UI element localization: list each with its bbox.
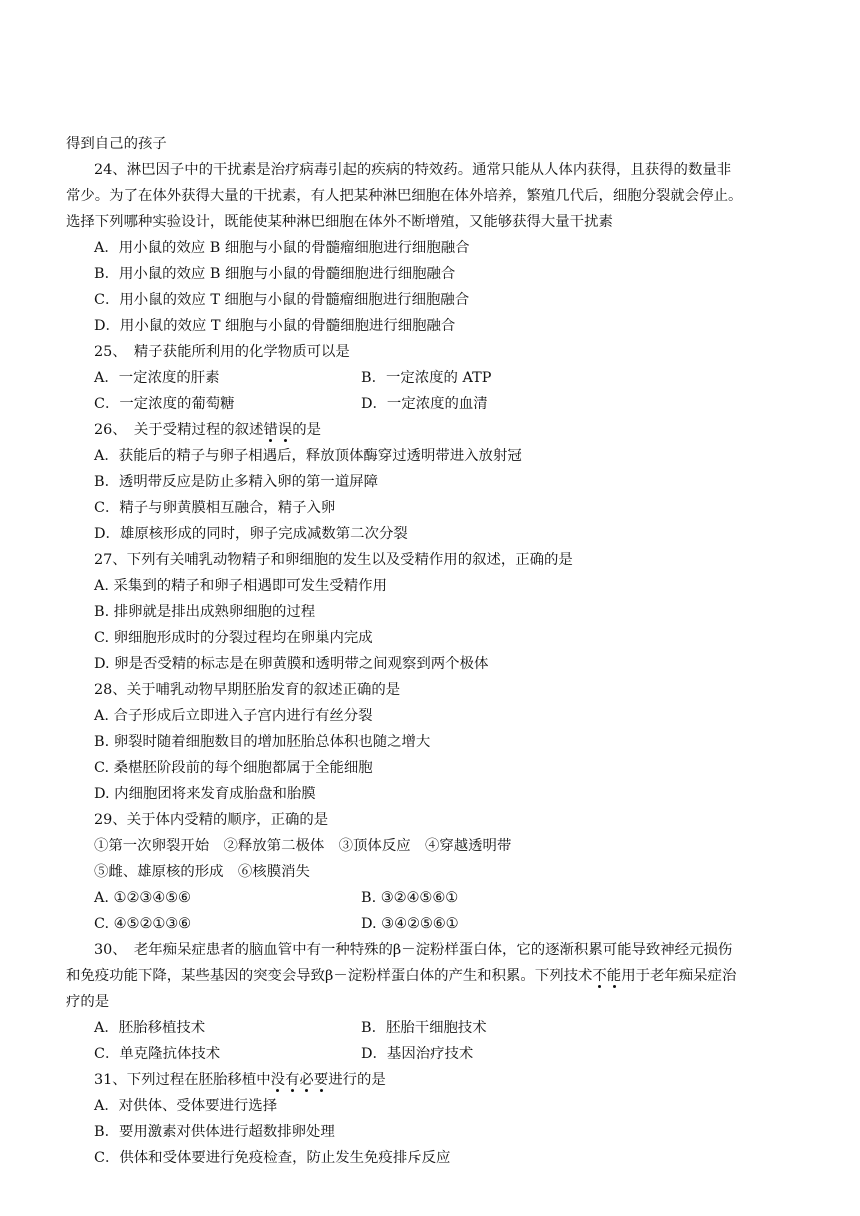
- option-c: C．用小鼠的效应 T 细胞与小鼠的骨髓瘤细胞进行细胞融合: [94, 292, 470, 308]
- emphasis-text: [271, 1072, 329, 1088]
- option-d: D. ③④②⑤⑥①: [361, 916, 459, 932]
- option-c: C．单克隆抗体技术: [94, 1046, 221, 1062]
- option-c: C. 卵细胞形成时的分裂过程均在卵巢内完成: [94, 630, 373, 646]
- emphasis-char: 错: [263, 422, 278, 438]
- option-c: C．精子与卵黄膜相互融合，精子入卵: [94, 500, 336, 516]
- emphasis-char: 有: [285, 1072, 300, 1088]
- option-b: B．用小鼠的效应 B 细胞与小鼠的骨髓细胞进行细胞融合: [94, 266, 456, 282]
- option-b: B．透明带反应是防止多精入卵的第一道屏障: [94, 474, 378, 490]
- option-b: B．胚胎干细胞技术: [361, 1020, 487, 1036]
- option-b: B. ③②④⑤⑥①: [361, 890, 459, 906]
- question-27-stem: 27、下列有关哺乳动物精子和卵细胞的发生以及受精作用的叙述，正确的是: [94, 552, 573, 568]
- option-a: A. ①②③④⑤⑥: [94, 890, 191, 906]
- question-30-stem: 疗的是: [66, 994, 110, 1010]
- option-b: B．一定浓度的 ATP: [361, 370, 492, 386]
- option-d: D．用小鼠的效应 T 细胞与小鼠的骨髓细胞进行细胞融合: [94, 318, 456, 334]
- stem-text: 26、 关于受精过程的叙述: [94, 422, 264, 438]
- emphasis-text: [592, 968, 621, 984]
- option-a: A．对供体、受体要进行选择: [94, 1098, 278, 1114]
- stem-text: 用于老年痴呆症治: [621, 968, 737, 984]
- question-29-stem: 29、关于体内受精的顺序，正确的是: [94, 812, 329, 828]
- option-c: C. 桑椹胚阶段前的每个细胞都属于全能细胞: [94, 760, 373, 776]
- option-a: A．获能后的精子与卵子相遇后，释放顶体酶穿过透明带进入放射冠: [94, 448, 522, 464]
- sequence-items: ①第一次卵裂开始 ②释放第二极体 ③顶体反应 ④穿越透明带: [94, 838, 512, 854]
- option-d: D．雄原核形成的同时，卵子完成减数第二次分裂: [94, 526, 408, 542]
- option-a: A. 合子形成后立即进入子宫内进行有丝分裂: [94, 708, 373, 724]
- option-d: D．基因治疗技术: [361, 1046, 474, 1062]
- text-line: 得到自己的孩子: [66, 136, 167, 152]
- option-a: A．用小鼠的效应 B 细胞与小鼠的骨髓瘤细胞进行细胞融合: [94, 240, 470, 256]
- option-a: A. 采集到的精子和卵子相遇即可发生受精作用: [94, 578, 387, 594]
- question-31-stem: [94, 1070, 386, 1090]
- question-24-stem: 常少。为了在体外获得大量的干扰素，有人把某种淋巴细胞在体外培养，繁殖几代后，细胞分裂就会停止。: [66, 188, 743, 204]
- emphasis-char: 误: [277, 422, 293, 438]
- option-c: C．一定浓度的葡萄糖: [94, 396, 235, 412]
- option-d: D. 卵是否受精的标志是在卵黄膜和透明带之间观察到两个极体: [94, 656, 489, 672]
- emphasis-char: 要: [313, 1072, 329, 1088]
- option-c: C．供体和受体要进行免疫检查，防止发生免疫排斥反应: [94, 1150, 451, 1166]
- sequence-items: ⑤雌、雄原核的形成 ⑥核膜消失: [94, 864, 310, 880]
- emphasis-char: 没: [270, 1072, 286, 1088]
- option-b: B. 排卵就是排出成熟卵细胞的过程: [94, 604, 316, 620]
- option-b: B．要用激素对供体进行超数排卵处理: [94, 1124, 335, 1140]
- question-30-stem: [66, 966, 736, 986]
- emphasis-char: 不: [592, 968, 607, 984]
- question-28-stem: 28、关于哺乳动物早期胚胎发育的叙述正确的是: [94, 682, 401, 698]
- stem-text: 的是: [292, 422, 322, 438]
- option-a: A．胚胎移植技术: [94, 1020, 206, 1036]
- question-24-stem: 选择下列哪种实验设计，既能使某种淋巴细胞在体外不断增殖，又能够获得大量干扰素: [66, 214, 613, 230]
- emphasis-char: 必: [299, 1072, 314, 1088]
- option-a: A．一定浓度的肝素: [94, 370, 220, 386]
- stem-text: 和免疫功能下降，某些基因的突变会导致β－淀粉样蛋白体的产生和积累。下列技术: [66, 968, 593, 984]
- question-26-stem: [94, 420, 321, 440]
- question-24-stem: 24、淋巴因子中的干扰素是治疗病毒引起的疾病的特效药。通常只能从人体内获得，且获得的数量非: [94, 162, 732, 178]
- emphasis-text: [263, 422, 292, 438]
- stem-text: 进行的是: [328, 1072, 386, 1088]
- question-25-stem: 25、 精子获能所利用的化学物质可以是: [94, 344, 350, 360]
- option-d: D．一定浓度的血清: [361, 396, 488, 412]
- option-c: C. ④⑤②①③⑥: [94, 916, 192, 932]
- question-30-stem: 30、 老年痴呆症患者的脑血管中有一种特殊的β－淀粉样蛋白体，它的逐渐积累可能导致神经元损伤: [94, 942, 733, 958]
- option-d: D. 内细胞团将来发育成胎盘和胎膜: [94, 786, 316, 802]
- stem-text: 31、下列过程在胚胎移植中: [94, 1072, 271, 1088]
- emphasis-char: 能: [606, 968, 622, 984]
- option-b: B. 卵裂时随着细胞数目的增加胚胎总体积也随之增大: [94, 734, 431, 750]
